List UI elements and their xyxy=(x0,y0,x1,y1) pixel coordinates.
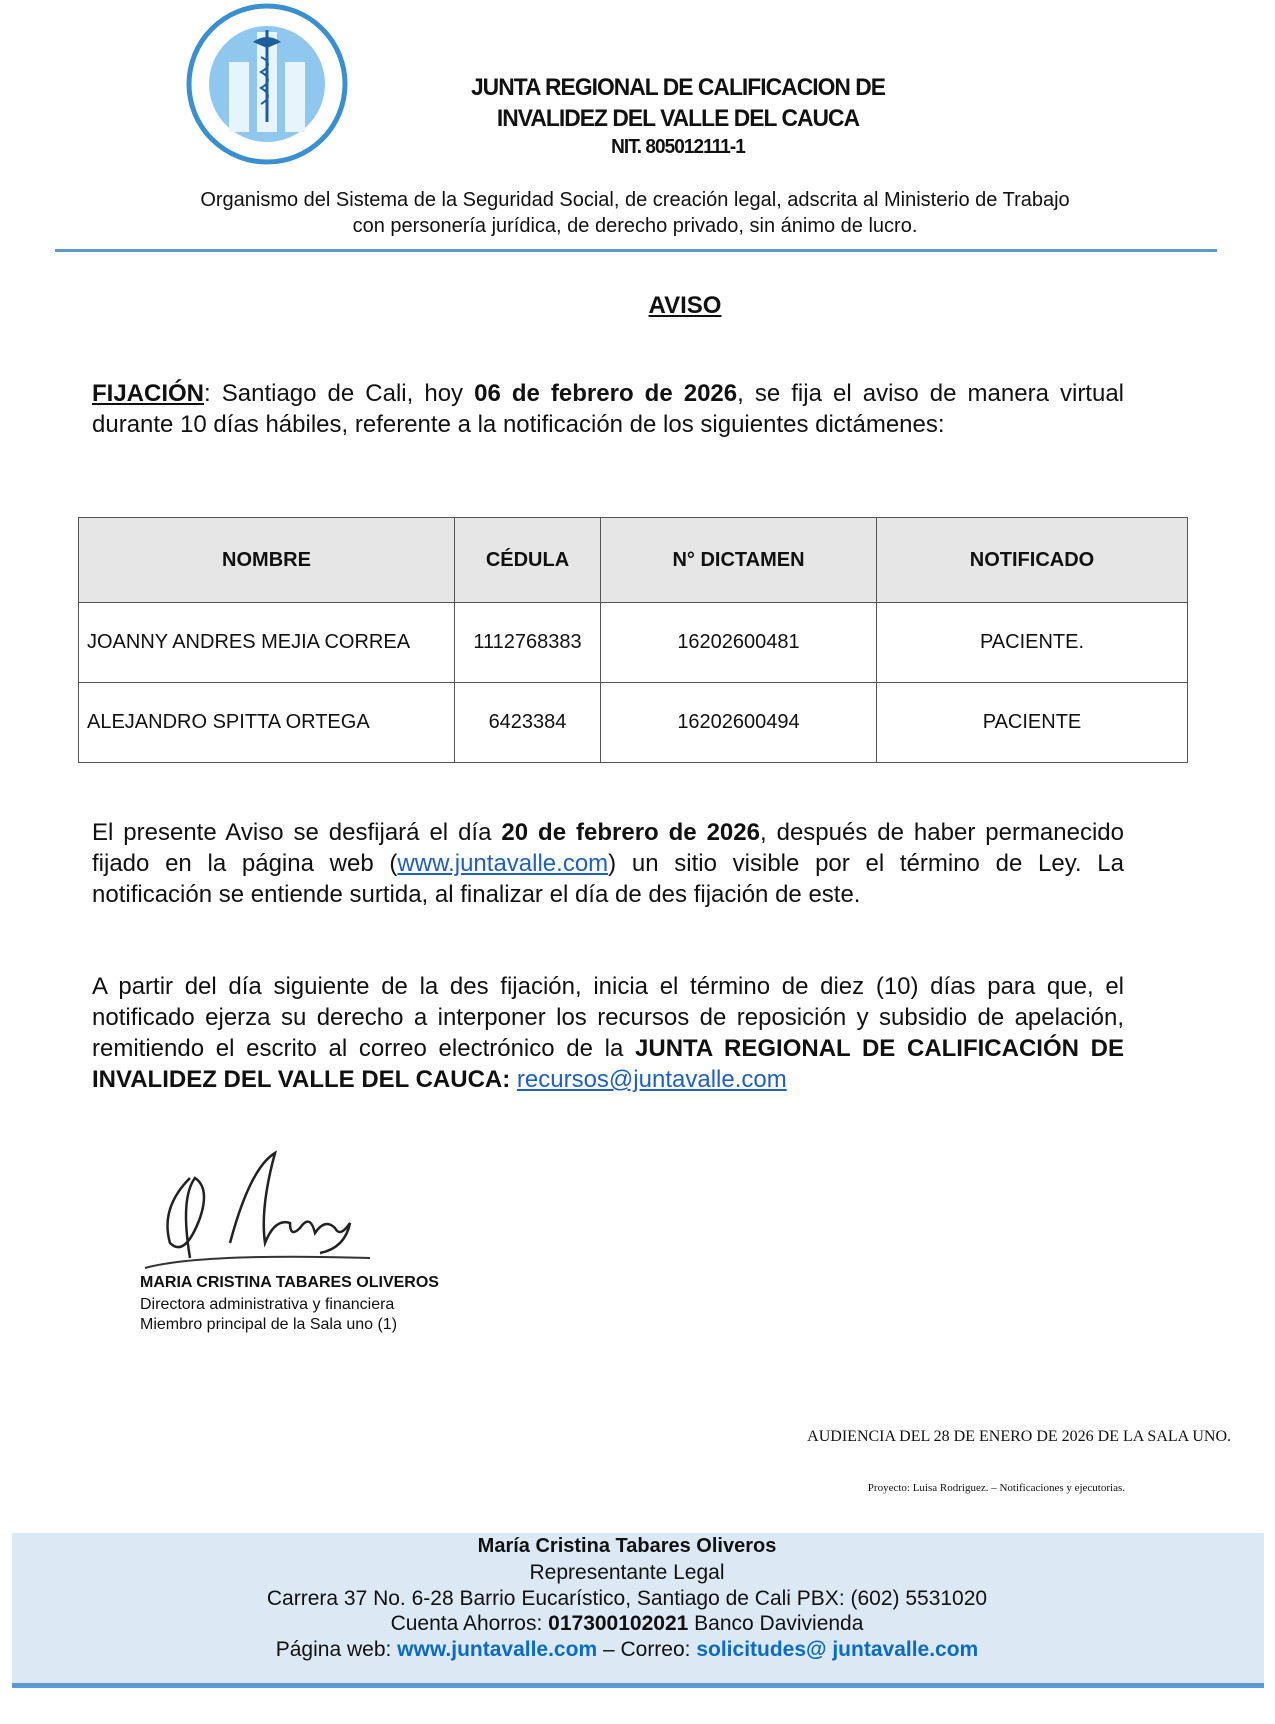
table-header-row xyxy=(79,518,1188,603)
cell-cedula: 6423384 xyxy=(455,683,601,763)
desfijacion-text-3: ) un sitio visible por el término de Ley. La notificación se entiende surtida, al finalizar el día de des fijación de este. xyxy=(92,850,1124,908)
col-dictamen: N° DICTAMEN xyxy=(601,518,877,603)
nit: NIT. 805012111-1 xyxy=(611,136,745,158)
col-cedula: CÉDULA xyxy=(455,518,601,603)
recursos-text: A partir del día siguiente de la des fijación, inicia el término de diez (10) días para que, el notificado ejerza su derecho a interponer los recursos de reposición y subsidio de apelación, remitiendo el escrito al correo electrónico de la xyxy=(92,973,1124,1062)
cell-nombre: ALEJANDRO SPITTA ORTEGA xyxy=(79,683,455,763)
cell-notificado: PACIENTE. xyxy=(877,603,1188,683)
desfijacion-paragraph xyxy=(92,817,1124,910)
web-label: Página web: xyxy=(275,1638,398,1661)
page-heading: AVISO xyxy=(648,292,722,319)
cell-dictamen: 16202600481 xyxy=(601,603,877,683)
footer xyxy=(12,1533,1264,1688)
signer-name: MARIA CRISTINA TABARES OLIVEROS xyxy=(140,1274,439,1291)
footer-contact xyxy=(12,1638,1242,1662)
desfijacion-date: 20 de febrero de 2026 xyxy=(501,819,760,846)
org-subtitle-line2: con personería jurídica, de derecho privado, sin ánimo de lucro. xyxy=(352,215,918,237)
recursos-email-link[interactable]: recursos@juntavalle.com xyxy=(516,1066,787,1093)
desfijacion-text: El presente Aviso se desfijará el día xyxy=(92,819,502,846)
header-divider xyxy=(55,249,1217,252)
mail-label: – Correo: xyxy=(597,1638,697,1661)
desfijacion-text-2: , después de haber permanecido fijado en la página web ( xyxy=(92,819,1125,877)
recursos-entity: JUNTA REGIONAL DE CALIFICACIÓN DE INVALIDEZ DEL VALLE DEL CAUCA: xyxy=(92,1035,1124,1093)
footer-web-link[interactable]: www.juntavalle.com xyxy=(397,1638,598,1661)
signer-membership: Miembro principal de la Sala uno (1) xyxy=(140,1316,398,1333)
signature-image xyxy=(140,1148,380,1278)
footer-address: Carrera 37 No. 6-28 Barrio Eucarístico, Santiago de Cali PBX: (602) 5531020 xyxy=(266,1587,988,1610)
account-label: Cuenta Ahorros: xyxy=(390,1612,549,1635)
bank-name: Banco Davivienda xyxy=(688,1612,864,1635)
fijacion-text-2: , se fija el aviso de manera virtual durante 10 días hábiles, referente a la notificación de los siguientes dictámenes: xyxy=(92,380,1124,438)
proyecto-note: Proyecto: Luisa Rodriguez. – Notificaciones y ejecutorias. xyxy=(867,1482,1125,1494)
fijacion-label: FIJACIÓN xyxy=(92,380,205,407)
cell-dictamen: 16202600494 xyxy=(601,683,877,763)
cell-cedula: 1112768383 xyxy=(455,603,601,683)
table-row xyxy=(79,683,1188,763)
cell-notificado: PACIENTE xyxy=(877,683,1188,763)
footer-role: Representante Legal xyxy=(529,1561,725,1584)
table-row xyxy=(79,603,1188,683)
org-subtitle-line1: Organismo del Sistema de la Seguridad Social, de creación legal, adscrita al Ministerio de Trabajo xyxy=(200,189,1070,211)
footer-account xyxy=(12,1612,1242,1636)
cell-nombre: JOANNY ANDRES MEJIA CORREA xyxy=(79,603,455,683)
fijacion-paragraph xyxy=(92,378,1124,440)
footer-name: María Cristina Tabares Oliveros xyxy=(477,1535,777,1557)
account-number: 017300102021 xyxy=(548,1612,689,1635)
recursos-paragraph xyxy=(92,971,1124,1095)
org-title-line2: INVALIDEZ DEL VALLE DEL CAUCA xyxy=(496,105,860,132)
org-title-line1: JUNTA REGIONAL DE CALIFICACION DE xyxy=(470,74,886,101)
dictamenes-table xyxy=(78,517,1188,763)
col-notificado: NOTIFICADO xyxy=(877,518,1188,603)
audiencia-note: AUDIENCIA DEL 28 DE ENERO DE 2026 DE LA SALA UNO. xyxy=(807,1428,1231,1445)
fijacion-date: 06 de febrero de 2026 xyxy=(474,380,738,407)
website-link[interactable]: www.juntavalle.com xyxy=(397,850,609,877)
fijacion-text: : Santiago de Cali, hoy xyxy=(204,380,475,407)
footer-mail-link[interactable]: solicitudes@ juntavalle.com xyxy=(696,1638,979,1661)
signer-role: Directora administrativa y financiera xyxy=(140,1296,395,1313)
col-nombre: NOMBRE xyxy=(79,518,455,603)
